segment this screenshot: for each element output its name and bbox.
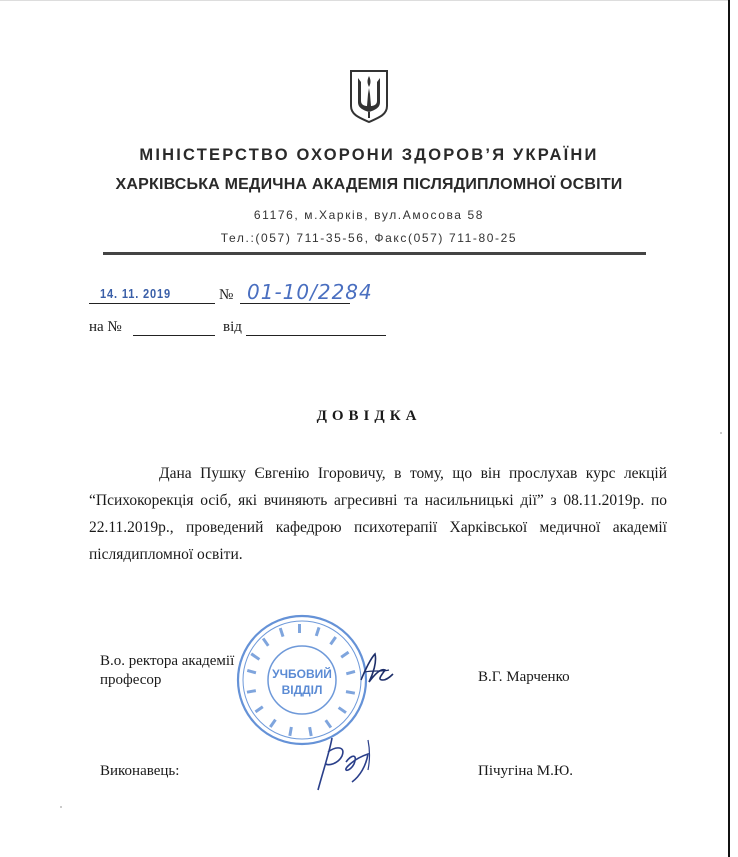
round-stamp (234, 612, 370, 748)
document-body (89, 460, 667, 568)
scan-speck (60, 806, 62, 808)
ministry-heading: МІНІСТЕРСТВО ОХОРОНИ ЗДОРОВ’Я УКРАЇНИ (139, 146, 599, 164)
page-top-edge (0, 0, 730, 1)
reply-number-underline (133, 334, 215, 336)
scan-speck (720, 432, 722, 434)
rector-degree: професор (100, 672, 162, 688)
stamp-center-line2: ВІДДІЛ (281, 683, 323, 697)
document-title: ДОВІДКА (316, 408, 422, 424)
registration-date: 14. 11. 2019 (100, 286, 172, 301)
from-date-underline (246, 334, 386, 336)
rector-signature (355, 650, 397, 690)
stamp-center-line1: УЧБОВИЙ (272, 667, 332, 681)
rector-title: В.о. ректора академії (100, 653, 235, 669)
date-underline (89, 302, 215, 304)
from-label: від (223, 319, 242, 335)
trident-emblem-icon (348, 68, 390, 124)
address: 61176, м.Харків, вул.Амосова 58 (253, 208, 485, 222)
page-right-edge (728, 0, 730, 857)
rector-name: В.Г. Марченко (478, 669, 570, 685)
executor-label: Виконавець: (100, 763, 180, 779)
executor-signature (312, 732, 382, 794)
number-label: № (219, 287, 234, 303)
body-paragraph: Дана Пушку Євгенію Ігоровичу, в тому, що він прослухав курс лекцій “Психокорекція осіб, які вчиняють агресивні та насильницькі дії” з 08.11.2019р. по 22.11.2019р., проведений кафедрою психотерапії Харківської медичної академії післядипломної освіти. (89, 465, 667, 563)
phone-fax: Тел.:(057) 711-35-56, Факс(057) 711-80-25 (220, 231, 518, 245)
reply-label: на № (89, 319, 122, 335)
executor-name: Пічугіна М.Ю. (478, 763, 574, 779)
registration-number: 01-10/2284 (247, 280, 373, 304)
academy-heading: ХАРКІВСЬКА МЕДИЧНА АКАДЕМІЯ ПІСЛЯДИПЛОМНОЇ ОСВІТИ (115, 176, 623, 193)
header-rule (103, 252, 646, 255)
